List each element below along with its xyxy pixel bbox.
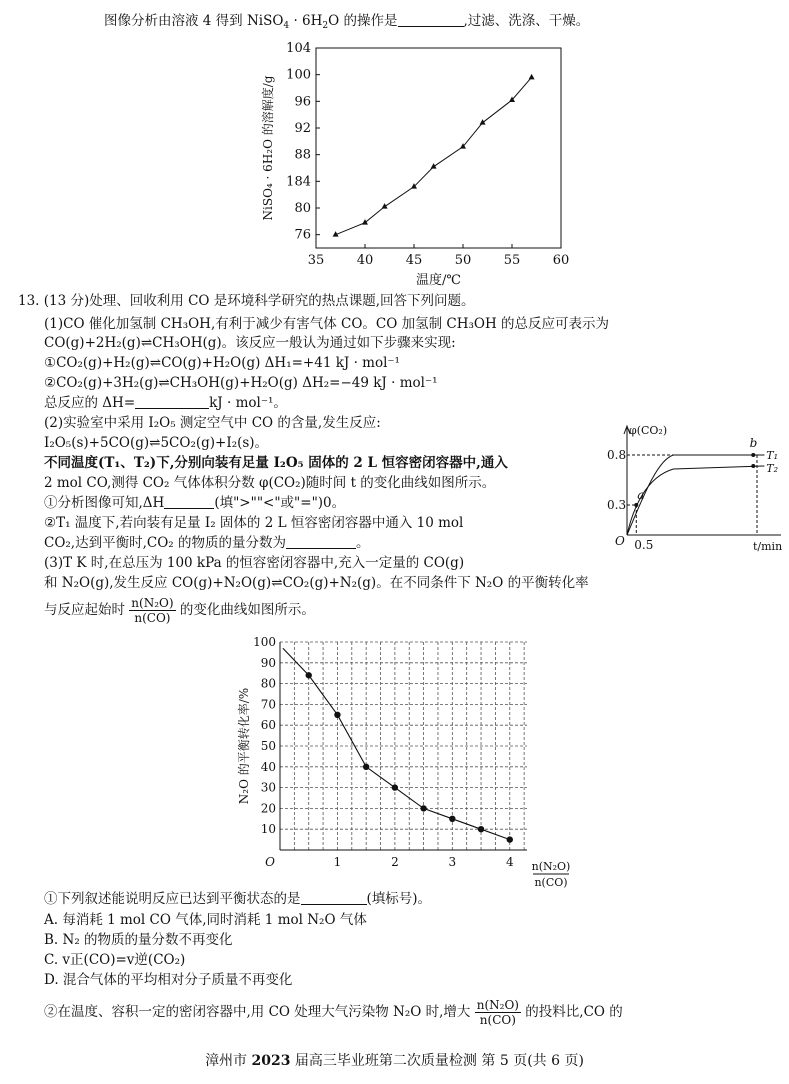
x-tick-label: 35 — [307, 253, 325, 268]
dh-unit: kJ · mol⁻¹。 — [209, 395, 287, 411]
footer-rest: 届高三毕业班第二次质量检测 第 5 页(共 6 页) — [290, 1053, 584, 1069]
s2-frac-den: n(CO) — [479, 1013, 516, 1027]
point-b — [751, 453, 755, 457]
series-t2 — [627, 466, 764, 535]
y-tick-label: 92 — [294, 121, 311, 136]
x-label-num: n(N₂O) — [531, 860, 571, 873]
y-tick-label: 80 — [260, 676, 276, 691]
conversion-chart — [228, 634, 598, 890]
label-a: a — [637, 488, 645, 502]
q13-heading — [18, 292, 475, 310]
data-point — [334, 712, 340, 718]
q13-p2c: 不同温度(T₁、T₂)下,分别向装有足量 I₂O₅ 固体的 2 L 恒容密闭容器中,通入 — [44, 455, 508, 471]
option-b: B. N₂ 的物质的量分数不再变化 — [44, 932, 233, 948]
s1-line — [44, 890, 431, 908]
y-tick-label: 10 — [260, 822, 276, 837]
y-tick-label: 50 — [260, 739, 276, 753]
q13-r1: ①CO₂(g)+H₂(g)⇌CO(g)+H₂O(g) ΔH₁=+41 kJ · mol⁻¹ — [44, 355, 400, 371]
ratio-fraction — [129, 596, 175, 625]
s2-fraction — [475, 998, 521, 1027]
q13-p2f: ②T₁ 温度下,若向装有足量 I₂ 固体的 2 L 恒容密闭容器中通入 10 mol — [44, 515, 464, 531]
p2e-label: ①分析图像可知,ΔH — [44, 495, 165, 511]
x-tick-label: 40 — [356, 253, 374, 268]
intro-text-1: 图像分析由溶液 4 得到 NiSO — [104, 13, 284, 29]
point-a — [634, 503, 638, 507]
intro-text-4: ,过滤、洗涤、干燥。 — [463, 13, 590, 29]
conversion-curve — [283, 648, 510, 839]
y-tick-label: 30 — [260, 780, 276, 795]
q13-p2b: I₂O₅(s)+5CO(g)⇌5CO₂(g)+I₂(s)。 — [44, 435, 269, 451]
data-point — [306, 672, 312, 678]
intro-text-2: · 6H — [289, 13, 323, 29]
data-point — [431, 163, 437, 169]
q13-p3a: (3)T K 时,在总压为 100 kPa 的恒容密闭容器中,充入一定量的 CO(g) — [44, 555, 465, 571]
y-tick-label: 96 — [294, 94, 311, 110]
y-tick-label: 40 — [260, 759, 276, 774]
s2-line — [44, 998, 623, 1027]
series-label-t1: T₁ — [766, 449, 779, 462]
y-tick-label: 60 — [260, 718, 276, 733]
y-tick-label: 80 — [294, 201, 311, 216]
data-point — [478, 826, 484, 832]
y-value-label-08: 0.8 — [607, 448, 627, 462]
footer-year: 2023 — [251, 1053, 291, 1069]
y-axis-label: N₂O 的平衡转化率/% — [237, 687, 251, 805]
intro-sub: 4 — [283, 21, 290, 31]
x-tick-label: 3 — [448, 855, 457, 869]
x-tick-label: 2 — [391, 855, 399, 869]
x-axis-label: t/min — [753, 540, 783, 553]
q13-number: 13. — [18, 293, 40, 309]
y-tick-label: 90 — [260, 655, 276, 670]
footer-city: 漳州市 — [205, 1053, 252, 1069]
data-point — [382, 203, 388, 209]
data-point — [420, 805, 426, 811]
y-axis-label: NiSO₄ · 6H₂O 的溶解度/g — [261, 75, 275, 221]
frac-num: n(N₂O) — [131, 596, 174, 610]
y-axis-label: φ(CO₂) — [629, 424, 668, 437]
q13-p2a: (2)实验室中采用 I₂O₅ 测定空气中 CO 的含量,发生反应: — [44, 415, 381, 431]
y-tick-label: 100 — [253, 635, 276, 649]
q13-p1a: (1)CO 催化加氢制 CH₃OH,有利于减少有害气体 CO。CO 加氢制 CH₃OH 的总反应可表示为 — [44, 316, 610, 332]
origin-label: O — [265, 855, 275, 869]
dh-label: 总反应的 ΔH= — [44, 395, 136, 411]
y-tick-label: 104 — [286, 41, 311, 56]
data-point — [363, 764, 369, 770]
x-tick-label: 45 — [405, 253, 423, 268]
point-t2 — [751, 464, 755, 468]
plot-frame — [316, 48, 561, 248]
data-point — [392, 784, 398, 790]
data-point — [480, 119, 486, 125]
data-point — [507, 836, 513, 842]
solubility-line — [336, 77, 532, 234]
s2-end: 的投料比,CO 的 — [525, 1004, 623, 1020]
data-point — [529, 74, 535, 80]
x-value-label: 0.5 — [634, 538, 654, 552]
option-d: D. 混合气体的平均相对分子质量不再变化 — [44, 972, 293, 988]
s2-label: ②在温度、容积一定的密闭容器中,用 CO 处理大气污染物 N₂O 时,增大 — [44, 1004, 471, 1020]
data-point — [362, 219, 368, 225]
q13-p2d: 2 mol CO,测得 CO₂ 气体体积分数 φ(CO₂)随时间 t 的变化曲线如图所示。 — [44, 475, 496, 491]
p2e-hint: (填">""<"或"=")0。 — [214, 495, 346, 511]
q13-p3c — [44, 596, 315, 625]
p3c-end: 的变化曲线如图所示。 — [179, 602, 315, 618]
data-point — [449, 816, 455, 822]
x-axis-label: 温度/℃ — [416, 273, 461, 288]
option-c: C. v正(CO)=v逆(CO₂) — [44, 952, 186, 968]
phi-co2-chart — [605, 420, 787, 555]
y-tick-label: 70 — [260, 697, 276, 712]
s1-blank[interactable] — [301, 890, 367, 905]
x-tick-label: 1 — [333, 855, 342, 869]
x-label-den: n(CO) — [534, 876, 568, 889]
option-a: A. 每消耗 1 mol CO 气体,同时消耗 1 mol N₂O 气体 — [44, 912, 367, 928]
s1-label: ①下列叙述能说明反应已达到平衡状态的是 — [44, 891, 301, 907]
p3c-label: 与反应起始时 — [44, 602, 125, 618]
x-tick-label: 55 — [503, 253, 521, 268]
y-tick-label: 20 — [260, 801, 276, 816]
dh-blank[interactable] — [135, 394, 209, 409]
q13-p3b: 和 N₂O(g),发生反应 CO(g)+N₂O(g)⇌CO₂(g)+N₂(g)。在不同条件下 N₂O 的平衡转化率 — [44, 575, 589, 591]
fraction-blank[interactable] — [286, 534, 356, 549]
answer-blank[interactable] — [398, 12, 464, 27]
frac-den: n(CO) — [134, 611, 171, 625]
y-tick-label: 100 — [286, 67, 311, 83]
intro-sub-2: 2 — [322, 21, 329, 31]
y-tick-label: 76 — [294, 227, 311, 243]
q13-p1b: CO(g)+2H₂(g)⇌CH₃OH(g)。该反应一般认为通过如下步骤来实现: — [44, 335, 456, 351]
page-footer — [0, 1050, 789, 1070]
q13-p2g — [44, 534, 370, 552]
y-tick-label: 184 — [286, 174, 311, 190]
p2g-end: 。 — [356, 535, 370, 551]
x-tick-label: 60 — [552, 253, 570, 268]
x-tick-label: 50 — [454, 253, 472, 268]
intro-line — [104, 12, 589, 35]
y-value-label-03: 0.3 — [607, 498, 627, 512]
y-tick-label: 88 — [294, 147, 311, 163]
q13-head: (13 分)处理、回收利用 CO 是环境科学研究的热点课题,回答下列问题。 — [43, 293, 475, 309]
dh-sign-blank[interactable] — [164, 494, 214, 509]
series-label-t2: T₂ — [766, 462, 779, 475]
intro-text-3: O 的操作是 — [328, 13, 398, 29]
s2-frac-num: n(N₂O) — [476, 998, 519, 1012]
label-b: b — [749, 436, 758, 450]
q13-dh — [44, 394, 287, 412]
q13-p2e — [44, 494, 345, 512]
x-tick-label: 4 — [505, 855, 514, 869]
origin-label: O — [615, 534, 625, 548]
q13-r2: ②CO₂(g)+3H₂(g)⇌CH₃OH(g)+H₂O(g) ΔH₂=−49 kJ · mol⁻¹ — [44, 375, 438, 391]
solubility-chart — [250, 36, 570, 291]
p2g-label: CO₂,达到平衡时,CO₂ 的物质的量分数为 — [44, 535, 286, 551]
s1-hint: (填标号)。 — [366, 891, 432, 907]
